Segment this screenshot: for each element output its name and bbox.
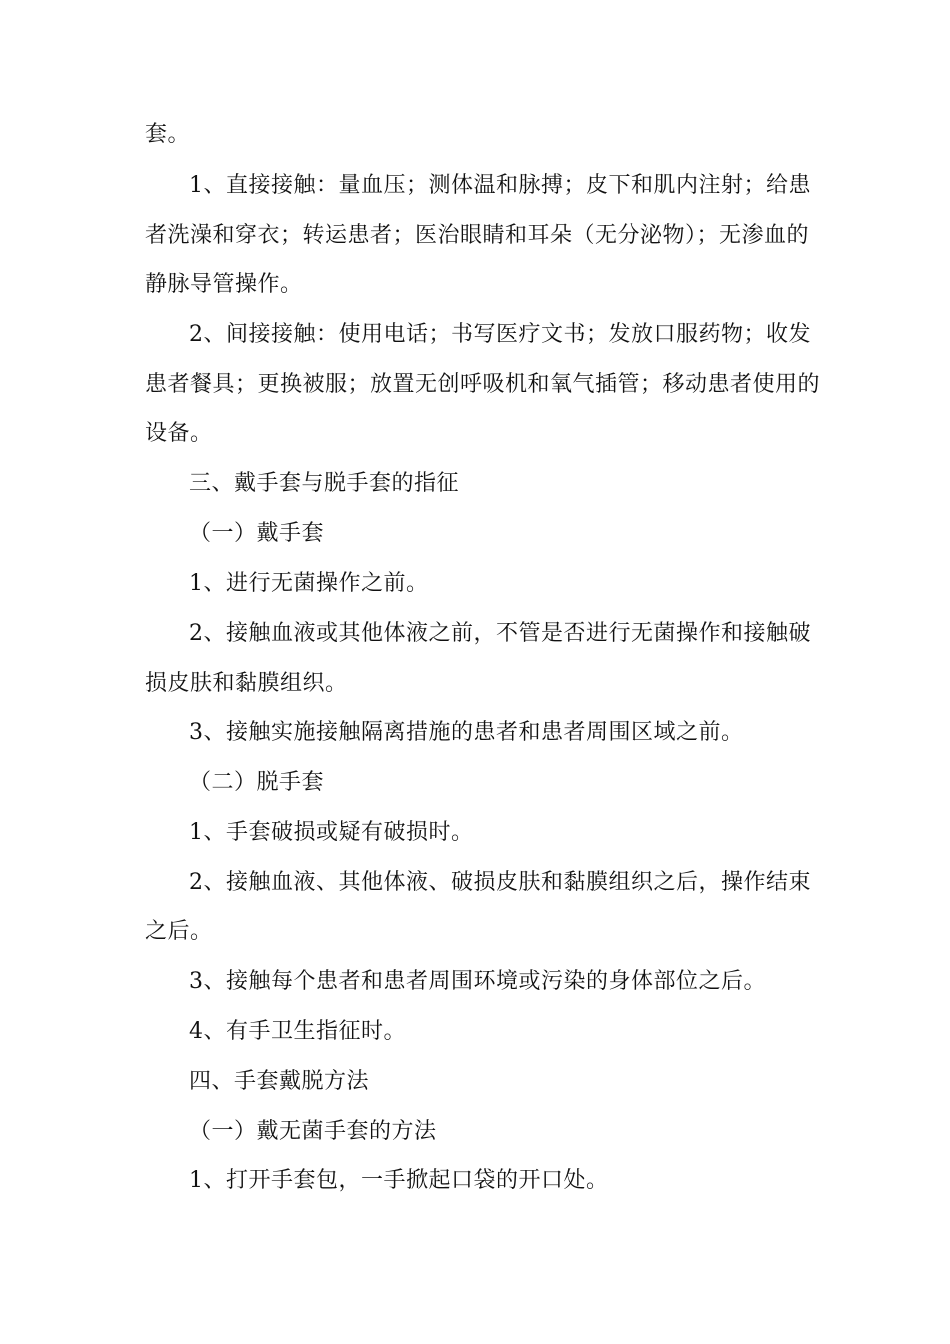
- section-heading: 三、戴手套与脱手套的指征: [189, 471, 460, 496]
- text-line: 患者餐具；更换被服；放置无创呼吸机和氧气插管；移动患者使用的: [145, 372, 821, 397]
- text-line: 2、接触血液、其他体液、破损皮肤和黏膜组织之后，操作结束: [189, 870, 811, 895]
- text-line: 1、进行无菌操作之前。: [189, 571, 429, 596]
- text-line: 1、手套破损或疑有破损时。: [189, 820, 474, 845]
- subsection-heading: （一）戴无菌手套的方法: [189, 1119, 437, 1144]
- text-line: 1、直接接触：量血压；测体温和脉搏；皮下和肌内注射；给患: [189, 173, 811, 198]
- text-line: 4、有手卫生指征时。: [189, 1019, 406, 1044]
- section-heading: 四、手套戴脱方法: [189, 1069, 370, 1094]
- text-line: 3、接触每个患者和患者周围环境或污染的身体部位之后。: [189, 969, 766, 994]
- text-line: 损皮肤和黏膜组织。: [145, 671, 348, 696]
- text-line: 2、接触血液或其他体液之前，不管是否进行无菌操作和接触破: [189, 621, 811, 646]
- text-line: 静脉导管操作。: [145, 272, 303, 297]
- text-line: 套。: [145, 122, 191, 147]
- text-line: 1、打开手套包，一手掀起口袋的开口处。: [189, 1168, 609, 1193]
- text-line: 3、接触实施接触隔离措施的患者和患者周围区域之前。: [189, 720, 744, 745]
- text-line: 设备。: [145, 421, 213, 446]
- text-line: 之后。: [145, 919, 213, 944]
- text-line: 者洗澡和穿衣；转运患者；医治眼睛和耳朵（无分泌物）；无渗血的: [145, 223, 810, 248]
- text-line: 2、间接接触：使用电话；书写医疗文书；发放口服药物；收发: [189, 322, 811, 347]
- subsection-heading: （二）脱手套: [189, 770, 325, 795]
- subsection-heading: （一）戴手套: [189, 521, 325, 546]
